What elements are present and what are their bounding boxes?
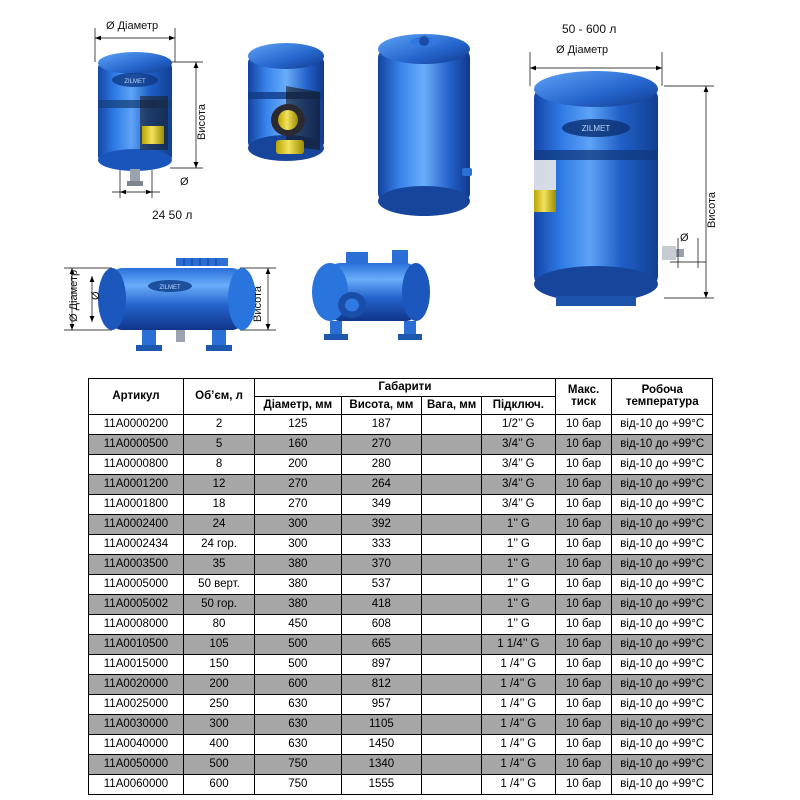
table-row bbox=[89, 754, 713, 774]
cell-height: 812 bbox=[341, 674, 422, 694]
table-body bbox=[89, 414, 713, 794]
cell-article: 11А0030000 bbox=[89, 714, 184, 734]
header-weight: Вага, мм bbox=[422, 396, 482, 414]
cell-height: 333 bbox=[341, 534, 422, 554]
cell-height: 370 bbox=[341, 554, 422, 574]
table-row bbox=[89, 674, 713, 694]
cell-diameter: 125 bbox=[255, 414, 341, 434]
label-diameter-top-left: Ø Діаметр bbox=[106, 20, 159, 32]
cell-weight bbox=[422, 754, 482, 774]
cell-temperature: від-10 до +99°С bbox=[612, 734, 713, 754]
cell-pressure: 10 бар bbox=[555, 694, 612, 714]
table-row bbox=[89, 614, 713, 634]
table-row bbox=[89, 774, 713, 794]
cell-diameter: 380 bbox=[255, 554, 341, 574]
cell-temperature: від-10 до +99°С bbox=[612, 774, 713, 794]
cell-diameter: 630 bbox=[255, 714, 341, 734]
cell-weight bbox=[422, 634, 482, 654]
cell-volume: 50 верт. bbox=[183, 574, 254, 594]
cell-diameter: 450 bbox=[255, 614, 341, 634]
cell-article: 11А0002434 bbox=[89, 534, 184, 554]
cell-diameter: 160 bbox=[255, 434, 341, 454]
cell-weight bbox=[422, 594, 482, 614]
cell-article: 11А0005002 bbox=[89, 594, 184, 614]
cell-article: 11А0008000 bbox=[89, 614, 184, 634]
label-diameter-top-right: Ø Діаметр bbox=[556, 44, 609, 56]
table-row bbox=[89, 494, 713, 514]
cell-diameter: 630 bbox=[255, 734, 341, 754]
cell-pressure: 10 бар bbox=[555, 594, 612, 614]
cell-article: 11А0040000 bbox=[89, 734, 184, 754]
cell-temperature: від-10 до +99°С bbox=[612, 534, 713, 554]
specs-table-wrapper bbox=[88, 378, 713, 795]
illustration-area bbox=[0, 0, 800, 375]
cell-temperature: від-10 до +99°С bbox=[612, 514, 713, 534]
cell-pressure: 10 бар bbox=[555, 774, 612, 794]
cell-connection: 1’’ G bbox=[482, 514, 556, 534]
cell-height: 537 bbox=[341, 574, 422, 594]
cell-volume: 35 bbox=[183, 554, 254, 574]
cell-height: 957 bbox=[341, 694, 422, 714]
cell-weight bbox=[422, 414, 482, 434]
table-row bbox=[89, 654, 713, 674]
cell-pressure: 10 бар bbox=[555, 454, 612, 474]
svg-text:ZILMET: ZILMET bbox=[581, 124, 611, 133]
cell-weight bbox=[422, 734, 482, 754]
cell-connection: 1’’ G bbox=[482, 574, 556, 594]
cell-temperature: від-10 до +99°С bbox=[612, 474, 713, 494]
cell-volume: 105 bbox=[183, 634, 254, 654]
cell-pressure: 10 бар bbox=[555, 554, 612, 574]
cell-article: 11А0000200 bbox=[89, 414, 184, 434]
cell-height: 1555 bbox=[341, 774, 422, 794]
cell-volume: 18 bbox=[183, 494, 254, 514]
header-connection: Підключ. bbox=[482, 396, 556, 414]
cell-diameter: 200 bbox=[255, 454, 341, 474]
cell-height: 1450 bbox=[341, 734, 422, 754]
header-volume: Об’єм, л bbox=[183, 379, 254, 415]
cell-weight bbox=[422, 614, 482, 634]
cell-volume: 150 bbox=[183, 654, 254, 674]
cell-volume: 12 bbox=[183, 474, 254, 494]
cell-volume: 8 bbox=[183, 454, 254, 474]
cell-connection: 1’’ G bbox=[482, 534, 556, 554]
cell-diameter: 630 bbox=[255, 694, 341, 714]
cell-article: 11А0005000 bbox=[89, 574, 184, 594]
cell-connection: 1 1/4’’ G bbox=[482, 634, 556, 654]
cell-height: 897 bbox=[341, 654, 422, 674]
cell-pressure: 10 бар bbox=[555, 574, 612, 594]
cell-article: 11А0025000 bbox=[89, 694, 184, 714]
table-row bbox=[89, 634, 713, 654]
cell-article: 11А0010500 bbox=[89, 634, 184, 654]
cell-pressure: 10 бар bbox=[555, 494, 612, 514]
cell-height: 665 bbox=[341, 634, 422, 654]
svg-text:ZILMET: ZILMET bbox=[159, 285, 181, 291]
cell-weight bbox=[422, 774, 482, 794]
cell-height: 280 bbox=[341, 454, 422, 474]
cell-height: 349 bbox=[341, 494, 422, 514]
cell-article: 11А0050000 bbox=[89, 754, 184, 774]
tank-illustrations-svg bbox=[0, 0, 800, 375]
cell-temperature: від-10 до +99°С bbox=[612, 714, 713, 734]
cell-connection: 1’’ G bbox=[482, 614, 556, 634]
header-max-pressure-line2: тиск bbox=[571, 396, 596, 409]
cell-connection: 3/4’’ G bbox=[482, 474, 556, 494]
cell-diameter: 380 bbox=[255, 574, 341, 594]
cell-pressure: 10 бар bbox=[555, 414, 612, 434]
cell-connection: 1’’ G bbox=[482, 554, 556, 574]
label-height-horizontal: Висота bbox=[252, 285, 264, 322]
tank-small-vertical bbox=[95, 28, 203, 198]
cell-weight bbox=[422, 714, 482, 734]
cell-temperature: від-10 до +99°С bbox=[612, 594, 713, 614]
cell-pressure: 10 бар bbox=[555, 754, 612, 774]
tank-large-vertical bbox=[530, 52, 714, 306]
table-row bbox=[89, 574, 713, 594]
label-height-left: Висота bbox=[196, 103, 208, 140]
tank-vertical-plain bbox=[378, 34, 472, 216]
cell-height: 1340 bbox=[341, 754, 422, 774]
cell-height: 418 bbox=[341, 594, 422, 614]
cell-volume: 2 bbox=[183, 414, 254, 434]
label-diameter-bottom-left: Ø bbox=[180, 176, 189, 188]
cell-pressure: 10 бар bbox=[555, 474, 612, 494]
cell-height: 264 bbox=[341, 474, 422, 494]
cell-volume: 400 bbox=[183, 734, 254, 754]
cell-connection: 3/4’’ G bbox=[482, 454, 556, 474]
cell-diameter: 300 bbox=[255, 534, 341, 554]
cell-volume: 300 bbox=[183, 714, 254, 734]
cell-weight bbox=[422, 654, 482, 674]
cell-volume: 50 гор. bbox=[183, 594, 254, 614]
cell-article: 11А0001800 bbox=[89, 494, 184, 514]
cell-temperature: від-10 до +99°С bbox=[612, 634, 713, 654]
label-diameter-horizontal-1: Ø Діаметр bbox=[68, 269, 80, 322]
cell-height: 270 bbox=[341, 434, 422, 454]
cell-pressure: 10 бар bbox=[555, 534, 612, 554]
cell-temperature: від-10 до +99°С bbox=[612, 434, 713, 454]
cell-weight bbox=[422, 674, 482, 694]
cell-connection: 1 /4’’ G bbox=[482, 674, 556, 694]
cell-diameter: 380 bbox=[255, 594, 341, 614]
cell-article: 11А0000800 bbox=[89, 454, 184, 474]
cell-weight bbox=[422, 534, 482, 554]
cell-volume: 250 bbox=[183, 694, 254, 714]
header-article: Артикул bbox=[89, 379, 184, 415]
cell-article: 11А0003500 bbox=[89, 554, 184, 574]
cell-weight bbox=[422, 514, 482, 534]
cell-diameter: 750 bbox=[255, 754, 341, 774]
cell-connection: 1 /4’’ G bbox=[482, 654, 556, 674]
table-row bbox=[89, 514, 713, 534]
cell-height: 392 bbox=[341, 514, 422, 534]
cell-weight bbox=[422, 494, 482, 514]
cell-volume: 5 bbox=[183, 434, 254, 454]
label-volume-range: 50 - 600 л bbox=[562, 22, 617, 36]
cell-pressure: 10 бар bbox=[555, 674, 612, 694]
svg-text:ZILMET: ZILMET bbox=[124, 79, 146, 85]
cell-article: 11А0001200 bbox=[89, 474, 184, 494]
cell-connection: 3/4’’ G bbox=[482, 434, 556, 454]
cell-connection: 3/4’’ G bbox=[482, 494, 556, 514]
cell-weight bbox=[422, 694, 482, 714]
cell-weight bbox=[422, 554, 482, 574]
cell-volume: 600 bbox=[183, 774, 254, 794]
table-row bbox=[89, 454, 713, 474]
cell-connection: 1’’ G bbox=[482, 594, 556, 614]
cell-height: 1105 bbox=[341, 714, 422, 734]
header-diameter: Діаметр, мм bbox=[255, 396, 341, 414]
cell-volume: 500 bbox=[183, 754, 254, 774]
table-header bbox=[89, 379, 713, 415]
cell-connection: 1 /4’’ G bbox=[482, 714, 556, 734]
cell-pressure: 10 бар bbox=[555, 734, 612, 754]
cell-volume: 80 bbox=[183, 614, 254, 634]
cell-height: 608 bbox=[341, 614, 422, 634]
table-row bbox=[89, 474, 713, 494]
cell-volume: 24 bbox=[183, 514, 254, 534]
cell-pressure: 10 бар bbox=[555, 714, 612, 734]
cell-temperature: від-10 до +99°С bbox=[612, 694, 713, 714]
table-row bbox=[89, 534, 713, 554]
specs-table bbox=[88, 378, 713, 795]
cell-weight bbox=[422, 474, 482, 494]
cell-article: 11А0020000 bbox=[89, 674, 184, 694]
table-row bbox=[89, 694, 713, 714]
cell-pressure: 10 бар bbox=[555, 434, 612, 454]
header-temperature-line2: температура bbox=[625, 396, 699, 409]
cell-article: 11А0015000 bbox=[89, 654, 184, 674]
cell-temperature: від-10 до +99°С bbox=[612, 414, 713, 434]
header-max-pressure-line1: Макс. bbox=[567, 383, 600, 396]
table-row bbox=[89, 714, 713, 734]
header-dimensions-group: Габарити bbox=[255, 379, 555, 397]
table-header-row-1 bbox=[89, 379, 713, 397]
cell-volume: 200 bbox=[183, 674, 254, 694]
label-height-right: Висота bbox=[706, 191, 718, 228]
cell-weight bbox=[422, 454, 482, 474]
cell-connection: 1 /4’’ G bbox=[482, 754, 556, 774]
cell-diameter: 500 bbox=[255, 654, 341, 674]
cell-diameter: 270 bbox=[255, 494, 341, 514]
cell-pressure: 10 бар bbox=[555, 514, 612, 534]
header-height: Висота, мм bbox=[341, 396, 422, 414]
table-row bbox=[89, 434, 713, 454]
tank-horizontal-feet bbox=[64, 258, 276, 351]
cell-diameter: 600 bbox=[255, 674, 341, 694]
cell-pressure: 10 бар bbox=[555, 634, 612, 654]
cell-temperature: від-10 до +99°С bbox=[612, 614, 713, 634]
tank-threequarter-view bbox=[248, 43, 324, 161]
label-diameter-horizontal-2: Ø bbox=[90, 291, 102, 300]
cell-temperature: від-10 до +99°С bbox=[612, 654, 713, 674]
cell-temperature: від-10 до +99°С bbox=[612, 674, 713, 694]
cell-diameter: 270 bbox=[255, 474, 341, 494]
cell-volume: 24 гор. bbox=[183, 534, 254, 554]
table-row bbox=[89, 594, 713, 614]
cell-diameter: 750 bbox=[255, 774, 341, 794]
cell-article: 11А0002400 bbox=[89, 514, 184, 534]
table-row bbox=[89, 554, 713, 574]
cell-connection: 1 /4’’ G bbox=[482, 694, 556, 714]
cell-temperature: від-10 до +99°С bbox=[612, 754, 713, 774]
cell-weight bbox=[422, 434, 482, 454]
cell-diameter: 500 bbox=[255, 634, 341, 654]
cell-article: 11А0000500 bbox=[89, 434, 184, 454]
cell-temperature: від-10 до +99°С bbox=[612, 494, 713, 514]
cell-pressure: 10 бар bbox=[555, 614, 612, 634]
cell-temperature: від-10 до +99°С bbox=[612, 574, 713, 594]
cell-temperature: від-10 до +99°С bbox=[612, 454, 713, 474]
table-row bbox=[89, 734, 713, 754]
caption-small-tanks: 24 50 л bbox=[152, 208, 193, 222]
cell-connection: 1 /4’’ G bbox=[482, 734, 556, 754]
cell-diameter: 300 bbox=[255, 514, 341, 534]
cell-pressure: 10 бар bbox=[555, 654, 612, 674]
header-temperature-line1: Робоча bbox=[641, 383, 683, 396]
cell-height: 187 bbox=[341, 414, 422, 434]
cell-connection: 1/2’’ G bbox=[482, 414, 556, 434]
table-row bbox=[89, 414, 713, 434]
label-diameter-bottom-right: Ø bbox=[680, 232, 689, 244]
tank-horizontal-threequarter bbox=[312, 250, 430, 340]
cell-connection: 1 /4’’ G bbox=[482, 774, 556, 794]
cell-temperature: від-10 до +99°С bbox=[612, 554, 713, 574]
cell-article: 11А0060000 bbox=[89, 774, 184, 794]
cell-weight bbox=[422, 574, 482, 594]
